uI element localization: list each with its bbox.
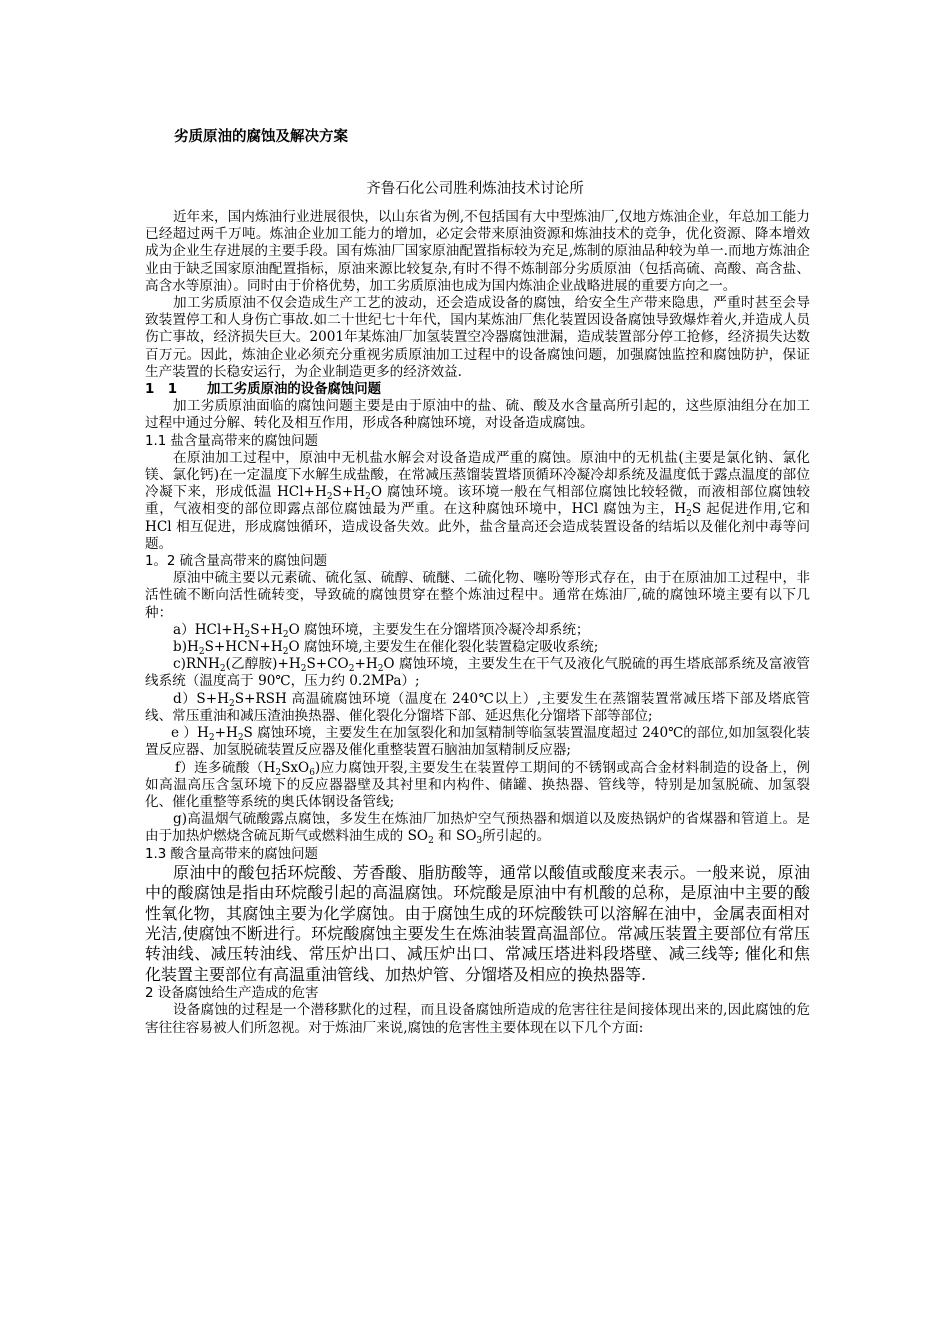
- section-title: 加工劣质原油的设备腐蚀问题: [207, 382, 382, 398]
- document-author: 齐鲁石化公司胜利炼油技术讨论所: [366, 181, 584, 197]
- paragraph-section-2: 设备腐蚀的过程是一个潜移默化的过程，而且设备腐蚀所造成的危害往往是间接体现出来的,因此腐蚀的危害往往容易被人们所忽视。对于炼油厂来说,腐蚀的危害性主要体现在以下几个方面:: [145, 1002, 810, 1036]
- paragraph-salt-corrosion: 在原油加工过程中，原油中无机盐水解会对设备造成严重的腐蚀。原油中的无机盐(主要是氯化钠、氯化镁、氯化钙)在一定温度下水解生成盐酸，在常减压蒸馏装置塔顶循环冷凝冷却系统及温度低于露点温度的部位冷凝下来，形成低温 $HCl+H_2S+H_2O$ 腐蚀环境。该环境一般在气相部位腐蚀比较轻微，而液相部位腐蚀较重，气液相变的部位即露点部位腐蚀最为严重。在这种腐蚀环境中，HCl 腐蚀为主，$H_2S$ 起促进作用,它和 HCl 相互促进，形成腐蚀循环，造成设备失效。此外，盐含量高还会造成装置设备的结垢以及催化剂中毒等问题。: [145, 449, 810, 552]
- section-number: 1 1: [145, 382, 178, 398]
- list-item-e: e ）$H_2+H_2S$ 腐蚀环境，主要发生在加氢裂化和加氢精制等临氢装置温度超过 240℃的部位,如加氢裂化装置反应器、加氢脱硫装置反应器及催化重整装置石脑油加氢精制反应器;: [145, 725, 810, 759]
- subsection-heading-1-2: 1。2 硫含量高带来的腐蚀问题: [145, 554, 327, 570]
- section-heading-1: [145, 381, 810, 398]
- list-item-b: $b)H_2S+HCN+H_2O$ 腐蚀环境,主要发生在催化裂化装置稳定吸收系统;: [173, 639, 599, 658]
- subsection-heading-1-3: 1.3 酸含量高带来的腐蚀问题: [145, 846, 318, 862]
- list-item-a: $a)HCl+H_2S+H_2O$ 腐蚀环境，主要发生在分馏塔顶冷凝冷却系统；: [173, 621, 590, 640]
- paragraph-section-1: 加工劣质原油面临的腐蚀问题主要是由于原油中的盐、硫、酸及水含量高所引起的，这些原油组分在加工过程中通过分解、转化及相互作用，形成各种腐蚀环境，对设备造成腐蚀。: [145, 398, 810, 432]
- paragraph-intro-1: 近年来，国内炼油行业进展很快，以山东省为例,不包括国有大中型炼油厂,仅地方炼油企业，年总加工能力已经超过两千万吨。炼油企业加工能力的增加，必定会带来原油资源和炼油技术的竞争，优化资源、降本增效成为企业生存进展的主要手段。国有炼油厂国家原油配置指标较为充足,炼制的原油品种较为单一.而地方炼油企业由于缺乏国家原油配置指标，原油来源比较复杂,有时不得不炼制部分劣质原油（包括高硫、高酸、高含盐、高含水等原油）。同时由于价格优势，加工劣质原油也成为国内炼油企业战略进展的重要方向之一。: [145, 209, 810, 294]
- document-body: [145, 209, 810, 1037]
- paragraph-acid-corrosion: 原油中的酸包括环烷酸、芳香酸、脂肪酸等，通常以酸值或酸度来表示。一般来说，原油中的酸腐蚀是指由环烷酸引起的高温腐蚀。环烷酸是原油中有机酸的总称，是原油中主要的酸性氧化物，其腐蚀主要为化学腐蚀。由于腐蚀生成的环烷酸铁可以溶解在油中，金属表面相对光洁,使腐蚀不断进行。环烷酸腐蚀主要发生在炼油装置高温部位。常减压装置主要部位有常压转油线、减压转油线、常压炉出口、减压炉出口、常减压塔进料段塔壁、减三线等; 催化和焦化装置主要部位有高温重油管线、加热炉管、分馏塔及相应的换热器等.: [145, 862, 810, 984]
- list-item-c: $c)RNH_2$(乙醇胺)$+H_2S+CO_2+H_2O$ 腐蚀环境，主要发生在干气及液化气脱硫的再生塔底部系统及富液管线系统（温度高于 90℃，压力约 0.2MPa）;: [145, 656, 810, 690]
- list-item-g: g)高温烟气硫酸露点腐蚀，多发生在炼油厂加热炉空气预热器和烟道以及废热锅炉的省煤器和管道上。是由于加热炉燃烧含硫瓦斯气或燃料油生成的 $SO_2$ 和 $SO_3$所引起的。: [145, 811, 810, 847]
- document-title: 劣质原油的腐蚀及解决方案: [174, 129, 348, 145]
- list-item-d: $d)S+H_2S+RSH$ 高温硫腐蚀环境（温度在 240℃以上）,主要发生在蒸馏装置常减压塔下部及塔底管线、常压重油和减压渣油换热器、催化裂化分馏塔下部、延迟焦化分馏塔下部等部位;: [145, 690, 811, 724]
- paragraph-sulfur-corrosion: 原油中硫主要以元素硫、硫化氢、硫醇、硫醚、二硫化物、噻吩等形式存在，由于在原油加工过程中，非活性硫不断向活性硫转变，导致硫的腐蚀贯穿在整个炼油过程中。通常在炼油厂,硫的腐蚀环境主要有以下几种：: [145, 570, 810, 621]
- subsection-heading-1-1: 1.1 盐含量高带来的腐蚀问题: [145, 433, 318, 449]
- section-heading-2: 2 设备腐蚀给生产造成的危害: [145, 986, 319, 1002]
- paragraph-intro-2: 加工劣质原油不仅会造成生产工艺的波动，还会造成设备的腐蚀，给安全生产带来隐患，严重时甚至会导致装置停工和人身伤亡事故.如二十世纪七十年代，国内某炼油厂焦化装置因设备腐蚀导致爆炸着火,并造成人员伤亡事故，经济损失巨大。2001年某炼油厂加氢装置空冷器腐蚀泄漏，造成装置部分停工抢修，经济损失达数百万元。因此，炼油企业必须充分重视劣质原油加工过程中的设备腐蚀问题，加强腐蚀监控和腐蚀防护，保证生产装置的长稳安运行，为企业制造更多的经济效益.: [145, 295, 810, 380]
- list-item-f: f）连多硫酸$(H_2SxO_6)$应力腐蚀开裂,主要发生在装置停工期间的不锈钢或高合金材料制造的设备上，例如高温高压含氢环境下的反应器器壁及其衬里和内构件、储罐、换热器、管线等，特别是加氢脱硫、加氢裂化、催化重整等系统的奥氏体钢设备管线;: [145, 759, 810, 810]
